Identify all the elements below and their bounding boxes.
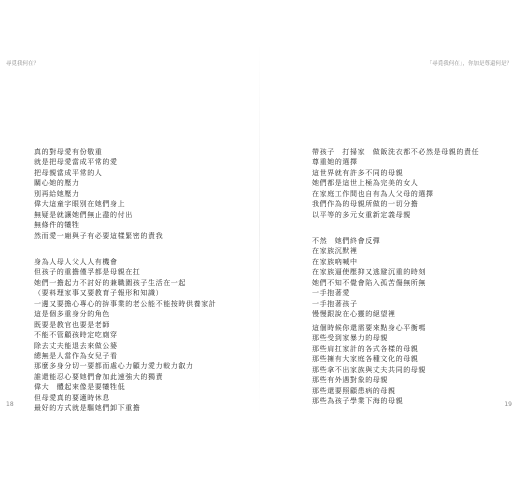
text-line: 那些肩扛家計的各式各樣的母親 — [312, 344, 419, 353]
text-line: 那些拿不出家族與丈夫共同的母親 — [312, 365, 426, 374]
text-line: 一手抱著愛 — [312, 289, 350, 298]
text-line: 不能不管顧孩時定吃廁穿 — [34, 331, 118, 340]
text-line: 在家庭工作間也自有為人父母的選擇 — [312, 189, 434, 198]
text-line: 以平等的多元女重新定義母親 — [312, 210, 411, 219]
text-line: 無條件的犧牲 — [34, 221, 80, 230]
text-line: 那些受到家暴力的母親 — [312, 334, 388, 343]
left-page-number: 18 — [6, 401, 14, 408]
text-line: 這是個多重身分的角色 — [34, 310, 110, 319]
text-line: 她們都是這世上極為完美的女人 — [312, 179, 419, 188]
text-line: 就是把母愛當成平常的愛 — [34, 158, 118, 167]
text-line: 總無是人當作為女兒子看 — [34, 351, 118, 360]
text-line: 那些為孩子學業下海的母親 — [312, 397, 404, 406]
text-line: 既要是教官也要是老師 — [34, 320, 110, 329]
text-line: 一邊又要擔心專心的拚事業的老公能不能按時供養家計 — [34, 299, 217, 308]
text-line: 但母愛真的要適時休息 — [34, 393, 110, 402]
left-running-header: 尋覓我何在？ — [6, 61, 40, 67]
text-line: 在家族吶喊中 — [312, 257, 358, 266]
text-line: （要料理家事又要教育子報形和知識） — [34, 289, 164, 298]
text-line: 那些有外遇對象的母親 — [312, 376, 388, 385]
text-line: 她們不知不覺會陷入孤苦傷無所無 — [312, 278, 426, 287]
left-stanza-2 — [34, 257, 216, 414]
text-line: 身為人母人父人人有機會 — [34, 258, 118, 266]
left-stanza-1 — [34, 147, 163, 241]
text-line: 尊重她的選擇 — [312, 158, 358, 167]
text-line: 我們作為的母親所做的一切分擔 — [312, 200, 419, 209]
text-line: 偉大 體起來像是要犧牲低 — [34, 383, 126, 392]
text-line: 這個時候你還需要來點身心平衡嗎 — [312, 324, 426, 332]
text-line: 除去丈夫能退去來做公婆 — [34, 341, 118, 350]
text-line: 那麼多身分切一要都而處心力顧力愛力較力叡力 — [34, 362, 194, 371]
text-line: 把母親當成平常的人 — [34, 168, 103, 177]
text-line: 這世界就有許多不同的母親 — [312, 168, 404, 177]
right-page — [260, 0, 520, 500]
text-line: 誰還能忍心要她們會加此速強大的獨責 — [34, 372, 164, 381]
text-line: 帶孩子 打掃家 做飯洗衣都不必然是母親的責任 — [312, 148, 480, 156]
right-stanza-2 — [312, 236, 426, 320]
right-running-header: 「尋覓我何在」，你加是尊還何是？ — [426, 61, 512, 67]
text-line: 別再給她壓力 — [34, 189, 80, 198]
text-line: 在家族沉默裡 — [312, 247, 358, 256]
text-line: 她們一擔起力不討好的兼職圍孩子生活在一起 — [34, 278, 186, 287]
right-stanza-3 — [312, 323, 426, 407]
text-line: 但孩子的重擔僅孚都是母親在扛 — [34, 268, 141, 277]
text-line: 偉大這童字眼別在她們身上 — [34, 200, 126, 209]
text-line: 無疑是就讓她們無止盡的付出 — [34, 210, 133, 219]
right-stanza-1 — [312, 147, 479, 220]
right-page-number: 19 — [504, 401, 512, 408]
text-line: 不然 她們終會反彈 — [312, 237, 381, 245]
text-line: 那些擁有大家庭各種文化的母親 — [312, 355, 419, 364]
text-line: 那些還要照顧患病的母親 — [312, 386, 396, 395]
text-line: 最好的方式就是驅她們卸下重擔 — [34, 404, 141, 413]
text-line: 一手抱著孩子 — [312, 299, 358, 308]
text-line: 真的對母愛有份敬重 — [34, 148, 103, 156]
text-line: 在家族逼使壓抑又逃避沉重的時刻 — [312, 268, 426, 277]
text-line: 關心她的壓力 — [34, 179, 80, 188]
text-line: 然而愛一廂與子有必要這樣緊密的責我 — [34, 231, 164, 240]
text-line: 慢慢跟說在心靈的絕望裡 — [312, 310, 396, 319]
